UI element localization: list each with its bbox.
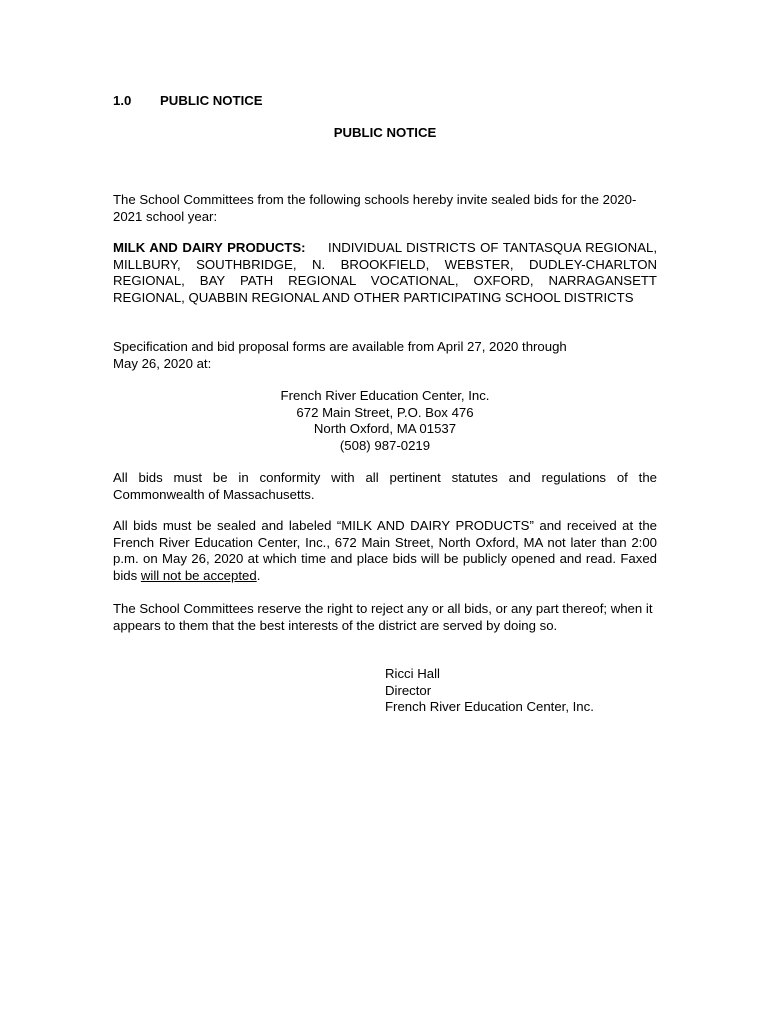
products-label: MILK AND DAIRY PRODUCTS: xyxy=(113,240,306,255)
notice-title: PUBLIC NOTICE xyxy=(333,125,437,140)
specification-paragraph xyxy=(113,339,657,372)
address-phone: (508) 987-0219 xyxy=(339,437,431,453)
address-street: 672 Main Street, P.O. Box 476 xyxy=(296,404,474,420)
reserve-paragraph: The School Committees reserve the right to reject any or all bids, or any part thereof; when it appears to them that the best interests of the district are served by doing so. xyxy=(113,601,653,633)
signature-name: Ricci Hall xyxy=(385,666,440,681)
signature-organization: French River Education Center, Inc. xyxy=(385,699,594,714)
products-paragraph xyxy=(113,240,657,306)
sealed-bids-end: . xyxy=(256,567,261,583)
conformity-paragraph: All bids must be in conformity with all pertinent statutes and regulations of the Commonwealth of Massachusetts. xyxy=(113,470,657,502)
specification-line-2: May 26, 2020 at: xyxy=(113,355,212,371)
address-organization: French River Education Center, Inc. xyxy=(280,388,490,403)
specification-line-1: Specification and bid proposal forms are available from April 27, 2020 through xyxy=(113,339,567,354)
sealed-bids-text: All bids must be sealed and labeled “MILK AND DAIRY PRODUCTS” and received at the French River Education Center, Inc., 672 Main Street, North Oxford, MA not later than 2:00 p.m. on May 26, 2020 at which time and place bids will be publicly opened and read. Faxed bids xyxy=(113,518,657,583)
signature-title: Director xyxy=(385,682,432,698)
signature-block xyxy=(385,666,594,716)
not-accepted-emphasis: will not be accepted xyxy=(140,567,257,583)
section-heading xyxy=(113,93,263,110)
address-city: North Oxford, MA 01537 xyxy=(313,421,457,436)
intro-paragraph: The School Committees from the following schools hereby invite sealed bids for the 2020-2021 school year: xyxy=(113,192,637,224)
section-title: PUBLIC NOTICE xyxy=(160,93,263,108)
products-districts: INDIVIDUAL DISTRICTS OF TANTASQUA REGIONAL, MILLBURY, SOUTHBRIDGE, N. BROOKFIELD, WEBSTER, DUDLEY-CHARLTON REGIONAL, BAY PATH REGIONAL VOCATIONAL, OXFORD, NARRAGANSETT REGIONAL, QUABBIN REGIONAL AND OTHER PARTICIPATING SCHOOL DISTRICTS xyxy=(113,240,657,305)
address-block xyxy=(113,388,657,454)
sealed-bids-paragraph xyxy=(113,518,657,584)
section-number: 1.0 xyxy=(113,93,132,108)
